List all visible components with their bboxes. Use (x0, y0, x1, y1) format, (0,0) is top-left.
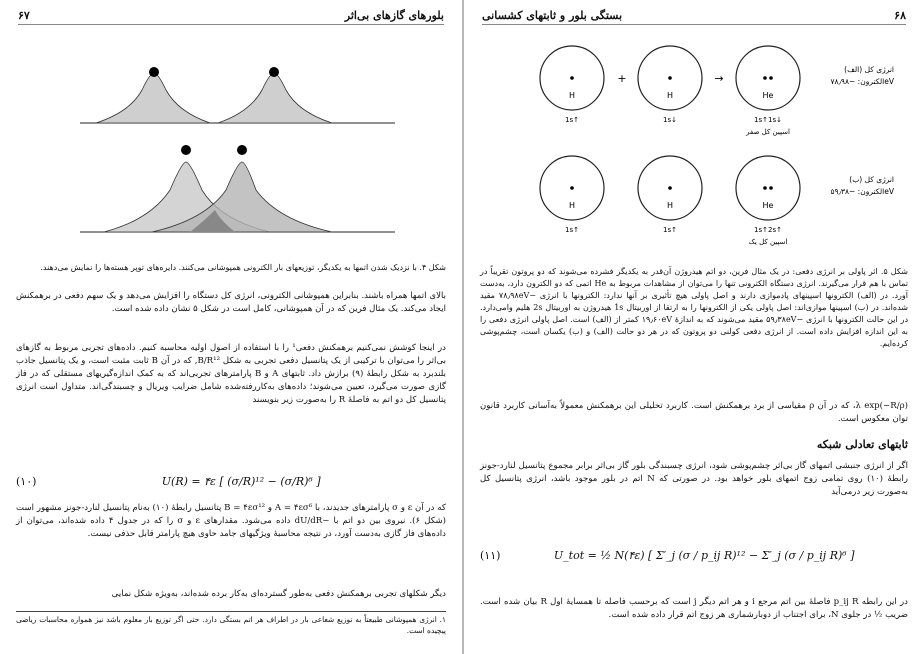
equation-11 (480, 538, 908, 572)
row-b-spin-label: اسپین کل یک (748, 238, 788, 246)
row-b-atom-3-symbol: H (568, 201, 576, 210)
row-b-atom-1-config: 1s↑2s↑ (754, 226, 782, 234)
row-a-atom-3-config: 1s↑ (565, 116, 579, 124)
row-a-atom-1-config: 1s↑1s↓ (754, 116, 782, 124)
left-paragraph-3: که در آن ε و σ پارامترهای جدیدند، با A = ۴εσ⁶ و B = ۴εσ¹² پتانسیل رابطهٔ (۱۰) به‌نام پتانسیل لنارد-جونز مشهور است (شکل ۶). نیروی بین دو اتم با −dU/dR داده می‌شود. مقدارهای ε و σ را که در جدول ۴ داده شده‌اند، می‌توان از داده‌های فاز گازی به‌دست آورد، در نتیجه محاسبهٔ ویژگیهای جامد حاوی هیچ پارامتر قابل حذفی نیست. (16, 503, 446, 539)
right-header-title: بستگی بلور و ثابتهای کشسانی (482, 8, 623, 22)
row-a (540, 46, 895, 136)
row-b-atom-3-config: 1s↑ (565, 226, 579, 234)
section-heading: ثابتهای تعادلی شبکه (816, 438, 908, 451)
equation-10-lhs: U(R) = ۴ε (161, 474, 216, 488)
equation-11-bracket: [ Σ′_j (σ / p_ij R)¹² − Σ′_j (σ / p_ij R)⁶ ] (648, 548, 855, 562)
row-a-plus-sign: + (617, 72, 627, 85)
row-a-label-line-1: (الف) انرژی کل (844, 65, 894, 74)
row-b-atom-2-config: 1s↑ (663, 226, 677, 234)
row-a-atom-2-symbol: H (666, 91, 674, 100)
left-paragraph-4: دیگر شکلهای تجربی برهمکنش دفعی به‌طور گسترده‌ای به‌کار برده شده‌اند، به‌ویژه شکل نمایی (111, 589, 446, 599)
left-header-page-number: ۶۷ (18, 8, 30, 22)
equation-10-body (36, 475, 446, 488)
equation-11-body (500, 549, 908, 562)
row-b (540, 156, 895, 246)
pauli-figure (534, 38, 904, 260)
right-header-page-number: ۶۸ (894, 8, 906, 22)
row-a-atom-3-symbol: H (568, 91, 576, 100)
figure-4-caption: شکل ۴. با نزدیک شدن اتمها به یکدیگر، توزیعهای بار الکترونی همپوشانی می‌کنند. دایره‌های توپر هسته‌ها را نمایش می‌دهند. (40, 263, 446, 272)
overlap-figure (70, 50, 400, 238)
row-a-atom-1-symbol: He (762, 91, 774, 100)
row-a-label-line-2: الکترون: −۷۸٫۹۸eV (830, 77, 894, 86)
row-b-atom-2-symbol: H (666, 201, 674, 210)
row-b-atom-1-symbol: He (762, 201, 774, 210)
right-paragraph-1: λ exp(−R/ρ)، که در آن ρ مقیاسی از برد برهمکنش است. کاربرد تحلیلی این برهمکنش معمولاً به‌آسانی کاربرد قانون توان معکوس است. (480, 401, 909, 424)
upper-pair (80, 67, 395, 123)
equation-11-lhs: U_tot = ½ N(۴ε) (553, 548, 645, 562)
row-b-label-line-1: (ب) انرژی کل (849, 175, 894, 184)
left-paragraph-1: بالای اتمها همراه باشند. بنابراین همپوشانی الکترونی، انرژی کل دستگاه را افزایش می‌دهد و یک سهم دفعی در برهمکنش ایجاد می‌کند. یک مثال فرین که در آن همپوشانی، کامل است در شکل ۵ نشان داده شده است. (16, 291, 446, 314)
right-paragraph-2: اگر از انرژی جنبشی اتمهای گاز بی‌اثر چشم‌پوشی شود، انرژی چسبندگی بلور گاز بی‌اثر برابر مجموع پتانسیل لنارد-جونز رابطهٔ (۱۰) روی تمامی زوج اتمهای بلور خواهد بود. در صورتی که N اتم در بلور موجود باشد، انرژی پتانسیل کل به‌صورت زیر درمی‌آید (480, 461, 908, 497)
equation-10 (16, 464, 446, 498)
row-a-atom-2-config: 1s↓ (663, 116, 677, 124)
left-header-title: بلورهای گازهای بی‌اثر (344, 8, 444, 22)
right-page-header (482, 6, 906, 25)
equation-10-number: (۱۰) (16, 474, 37, 488)
row-a-spin-label: اسپین کل صفر (746, 128, 790, 136)
figure-5-caption: شکل ۵. اثر پاولی بر انرژی دفعی: در یک مثال فرین، دو اتم هیدروژن آن‌قدر به یکدیگر فشرده می‌شوند که دو پروتون تقریباً در تماس با هم قرار می‌گیرند. انرژی دستگاه الکترونی تنها را می‌توان از مشاهدات مربوط به He اتمی که دو الکترون دارد، به‌دست آورد. در (الف) الکترونها اسپینهای پادموازی دارند و اصل پاولی هیچ تأثیری بر آنها ندارد: الکترونها با انرژی −۷۸٫۹۸eV مقید شده‌اند. در (ب) اسپینها موازی‌اند: اصل پاولی یکی از الکترونها را به ارتقا از اوربیتال 1s هیدروژن به اوربیتال 2s هلیم وامی‌دارد. در این حالت الکترونها با انرژی −۵۹٫۳۸eV مقید می‌شوند که به اندازهٔ ۱۹٫۶۰eV کمتر از (الف) است. اصل پاولی انرژی دفعی را به این اندازه افزایش داده است. از انرژی دفعی کولنی دو پروتون که در هر دو حالت (الف) و (ب) یکسان است، چشم‌پوشی کرده‌ایم. (480, 267, 909, 348)
right-paragraph-3: در این رابطه p_ij R فاصلهٔ بین اتم مرجع i و هر اتم دیگر j است که برحسب فاصله تا همسایهٔ اول R بیان شده است. ضریب ½ در جلوی N، برای اجتناب از دوبارشماری هر زوج اتم قرار داده شده است. (480, 597, 908, 620)
right-page (464, 0, 924, 654)
row-a-arrow: → (714, 72, 724, 85)
left-footnote: ۱. انرژی همپوشانی طبیعتاً به توزیع شعاعی بار در اطراف هر اتم بستگی دارد. حتی اگر توزیع بار معلوم باشد نیز همواره محاسبات ریاضی پیچیده است. (16, 611, 446, 636)
row-b-label-line-2: الکترون: −۵۹٫۳۸eV (830, 187, 894, 196)
equation-10-bracket: [ (σ/R)¹² − (σ/R)⁶ ] (219, 474, 321, 488)
lower-pair (80, 145, 395, 232)
equation-11-number: (۱۱) (480, 548, 501, 562)
left-page-header (18, 6, 444, 25)
left-paragraph-2: در اینجا کوشش نمی‌کنیم برهمکنش دفعی¹ را با استفاده از اصول اولیه محاسبه کنیم. داده‌های تجربی مربوط به گازهای بی‌اثر را می‌توان با ترکیبی از یک پتانسیل دفعی تجربی به شکل B/R¹², که در آن B ثابت مثبت است، و یک پتانسیل جاذب بلندبرد به شکل رابطهٔ (۹) برازش داد. ثابتهای A و B پارامترهای تجربی‌اند که به کمک اندازه‌گیریهای مستقلی که در فاز گازی صورت می‌گیرد، تعیین می‌شوند؛ داده‌های به‌کاررفته‌شده شامل ضرایب ویریال و چسبندگی‌اند. متداول است انرژی پتانسیل کل دو اتم به فاصلهٔ R را به‌صورت زیر بنویسند (16, 343, 447, 405)
